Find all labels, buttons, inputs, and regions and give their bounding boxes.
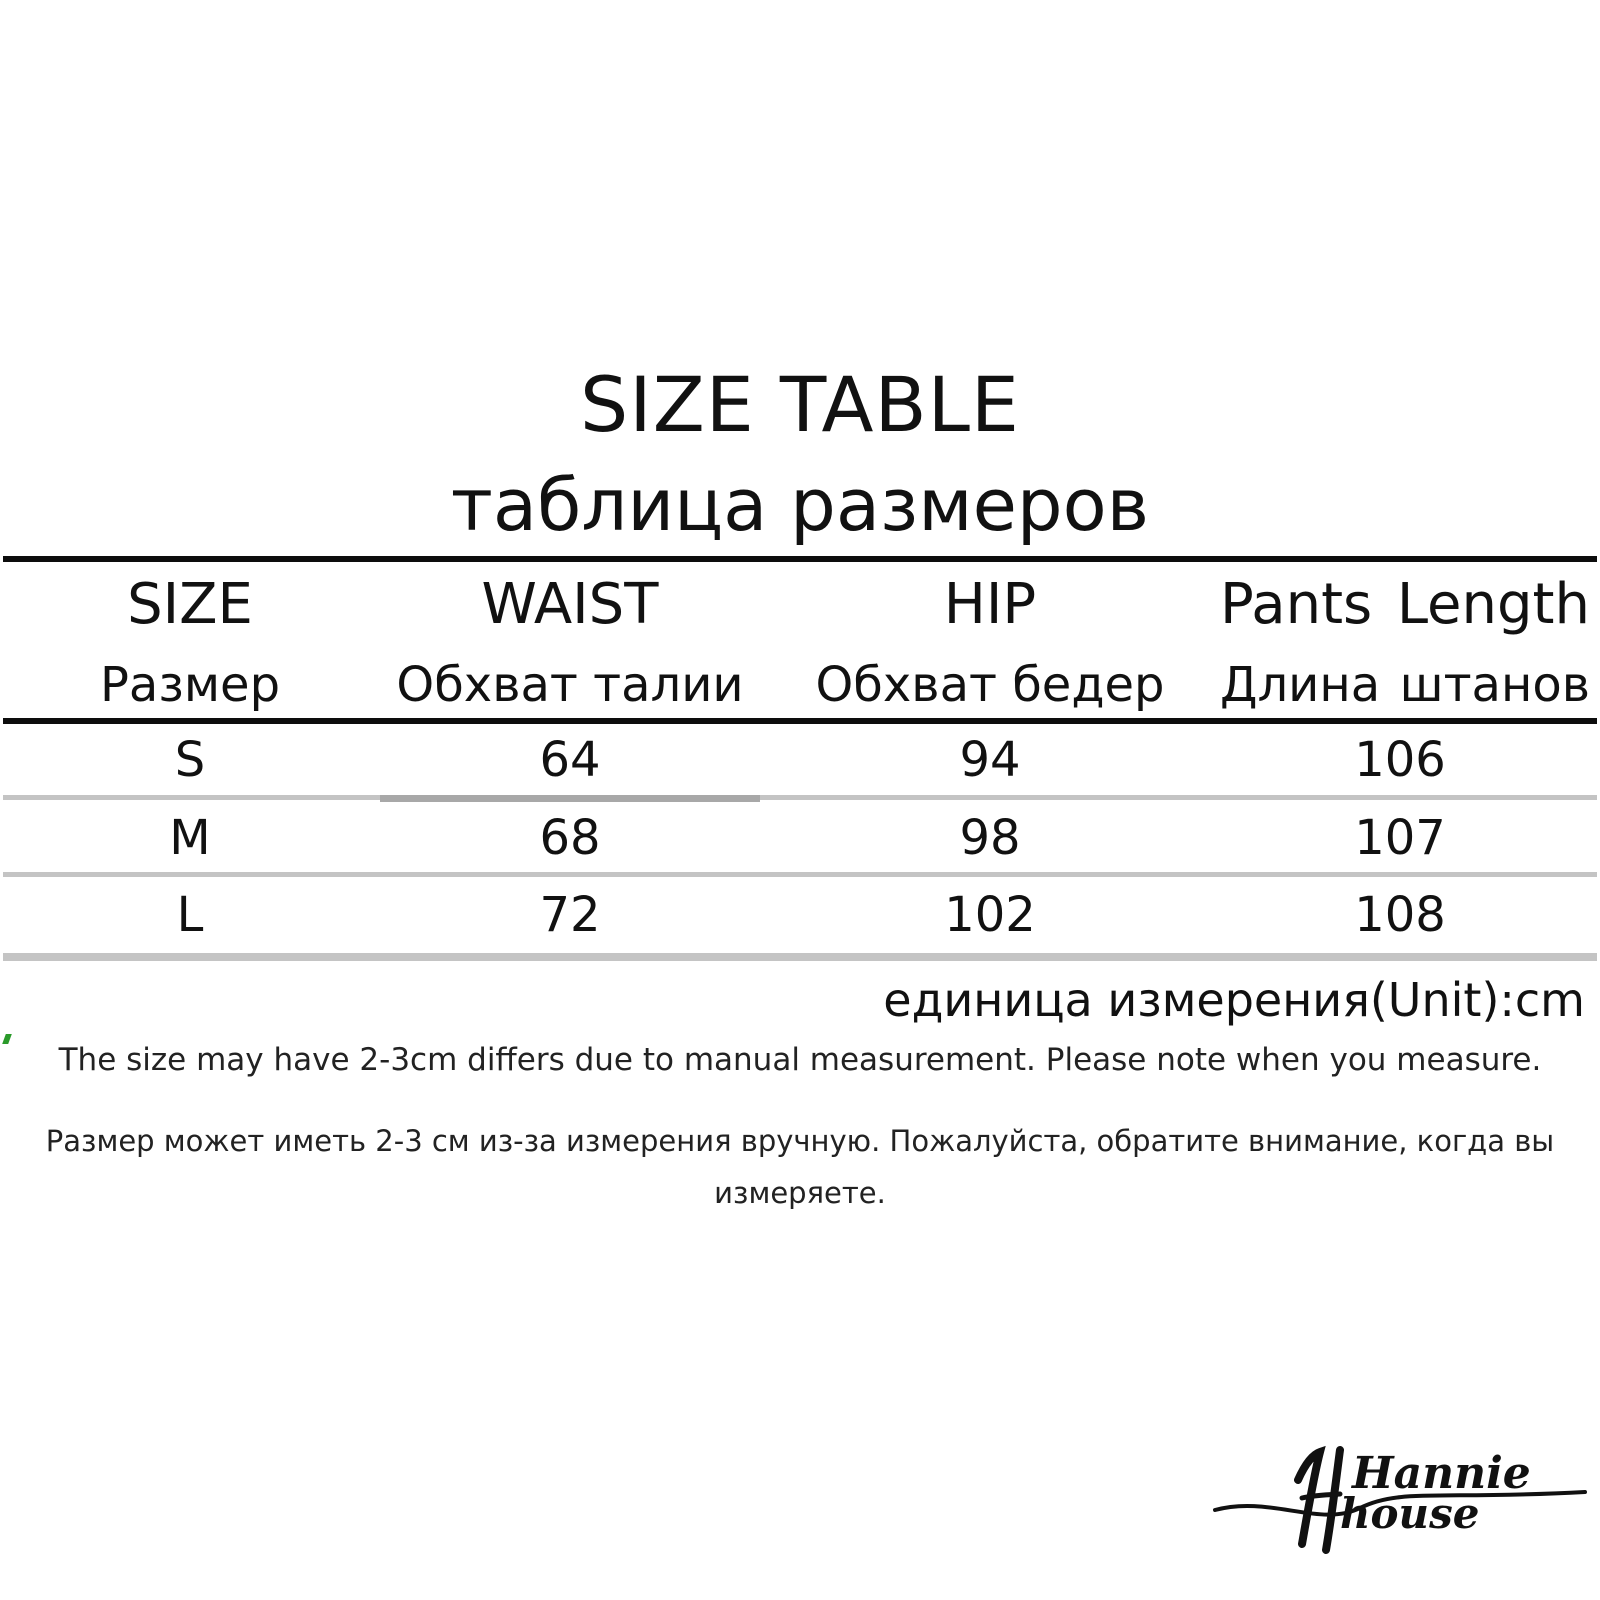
table-cell-length: 106	[1354, 732, 1446, 788]
header-pants-length	[1200, 570, 1600, 640]
header-pants-word: Pants	[1220, 572, 1373, 637]
table-cell-waist: 72	[539, 887, 601, 943]
table-cell-size: S	[174, 732, 206, 788]
table-cell-size: L	[176, 887, 204, 943]
table-cell-hip: 102	[944, 887, 1036, 943]
header-bottom-rule	[3, 718, 1597, 724]
header-length-word: Length	[1396, 572, 1590, 637]
row-divider	[3, 872, 1597, 877]
measurement-note-ru: Размер может иметь 2-3 см из-за измерения вручную. Пожалуйста, обратите внимание, когда вы измеряете.	[45, 1124, 1555, 1210]
table-cell-waist: 68	[539, 810, 601, 866]
table-cell-hip: 94	[959, 732, 1021, 788]
header-waist-ru: Обхват талии	[396, 657, 744, 713]
table-cell-length: 107	[1354, 810, 1446, 866]
size-table-title-ru: таблица размеров	[450, 463, 1150, 547]
table-top-rule	[3, 556, 1597, 562]
logo-text-bottom: house	[1340, 1489, 1480, 1538]
brand-logo	[1210, 1440, 1590, 1570]
header-size: SIZE	[127, 572, 253, 637]
header-pants-length-ru	[1200, 655, 1600, 715]
header-waist: WAIST	[481, 572, 659, 637]
header-hip: HIP	[943, 572, 1037, 637]
header-pants-ru-word: штанов	[1399, 657, 1590, 713]
header-hip-ru: Обхват бедер	[815, 657, 1165, 713]
table-cell-waist: 64	[539, 732, 601, 788]
logo-text-top: Hannie	[1352, 1448, 1531, 1499]
unit-note: единица измерения(Unit):cm	[883, 973, 1585, 1027]
row-divider-accent	[380, 795, 760, 802]
measurement-note-en: The size may have 2-3cm differs due to manual measurement. Please note when you measure.	[58, 1042, 1542, 1078]
header-length-ru-word: Длина	[1220, 657, 1381, 713]
header-size-ru: Размер	[99, 657, 281, 713]
size-table-title: SIZE TABLE	[580, 360, 1020, 449]
row-divider	[3, 795, 1597, 800]
table-cell-length: 108	[1354, 887, 1446, 943]
table-bottom-rule	[3, 953, 1597, 961]
table-cell-hip: 98	[959, 810, 1021, 866]
table-cell-size: M	[169, 810, 211, 866]
